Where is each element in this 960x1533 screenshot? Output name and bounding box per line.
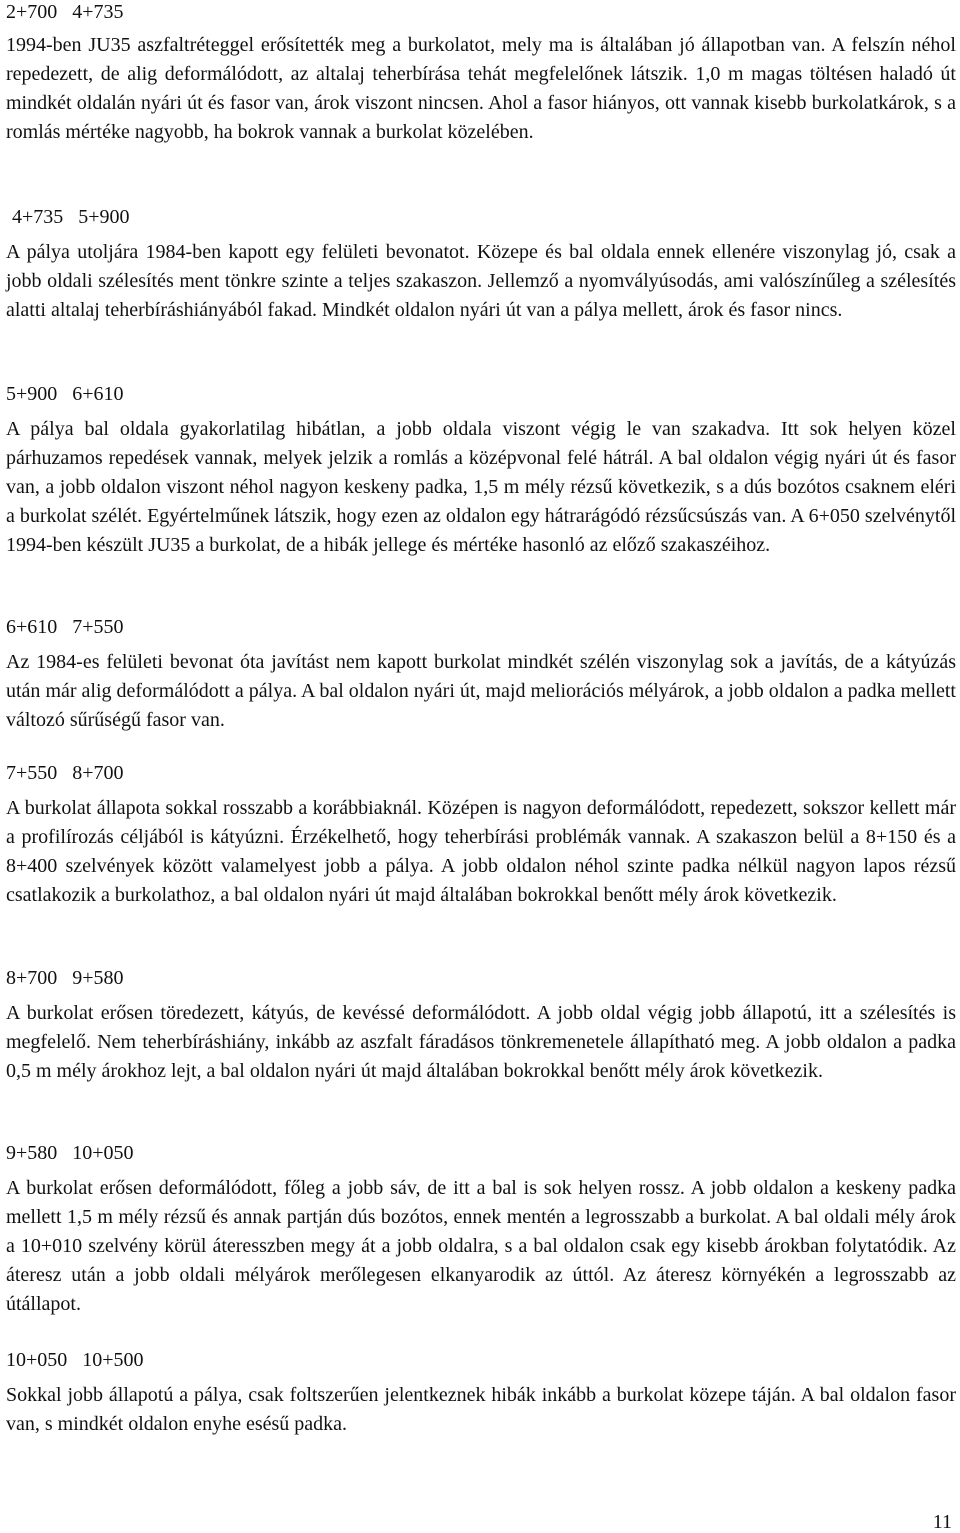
section-heading: 6+610 7+550 <box>6 616 124 638</box>
section-8700-9580 <box>6 964 956 1086</box>
section-heading: 8+700 9+580 <box>6 967 124 989</box>
section-9580-10050 <box>6 1139 956 1319</box>
section-heading: 10+050 10+500 <box>6 1349 144 1371</box>
section-heading: 2+700 4+735 <box>6 1 124 23</box>
section-paragraph: A pálya bal oldala gyakorlatilag hibátlan, a jobb oldala viszont végig le van szakadva. Itt sok helyen közel párhuzamos repedések vannak, melyek jelzik a romlás a középvonal felé hátrál. A bal oldalon végig nyári út és fasor van, a jobb oldalon viszont néhol nagyon keskeny padka, 1,5 m mély rézsű következik, s a dús bozótos csaknem eléri a burkolat szélét. Egyértelműnek látszik, hogy ezen az oldalon egy hátrarágódó rézsűcsúszás van. A 6+050 szelvénytől 1994-ben készült JU35 a burkolat, de a hibák jellege és mértéke hasonló az előző szakaszéihoz. <box>6 418 956 556</box>
section-heading: 7+550 8+700 <box>6 762 124 784</box>
section-paragraph: Sokkal jobb állapotú a pálya, csak foltszerűen jelentkeznek hibák inkább a burkolat közepe táján. A bal oldalon fasor van, s mindkét oldalon enyhe esésű padka. <box>6 1384 956 1435</box>
section-heading: 9+580 10+050 <box>6 1142 134 1164</box>
section-paragraph: A burkolat erősen deformálódott, főleg a jobb sáv, de itt a bal is sok helyen rossz. A jobb oldalon a keskeny padka mellett 1,5 m mély rézsű és annak partján dús bozótos, ennek mentén a legrosszabb a burkolat. A bal oldali mély árok a 10+010 szelvény körül áteresszben megy át a jobb oldalra, s a bal oldalon csak egy kisebb árokban folytatódik. Az áteresz után a jobb oldali mélyárok merőlegesen elkanyarodik az úttól. Az áteresz környékén a legrosszabb az útállapot. <box>6 1177 956 1315</box>
page-number: 11 <box>932 1511 952 1533</box>
section-10050-10500 <box>6 1346 956 1439</box>
section-paragraph: A pálya utoljára 1984-ben kapott egy felületi bevonatot. Közepe és bal oldala ennek ellenére viszonylag jó, csak a jobb oldali szélesítés ment tönkre szinte a teljes szakaszon. Jellemző a nyomvályúsodás, ami valószínűleg a szélesítés alatti altalaj teherbíráshiányából fakad. Mindkét oldalon nyári út van a pálya mellett, árok és fasor nincs. <box>6 241 956 321</box>
section-4735-5900 <box>6 203 956 325</box>
section-2700-4735 <box>6 0 956 147</box>
section-paragraph: A burkolat állapota sokkal rosszabb a korábbiaknál. Középen is nagyon deformálódott, repedezett, sokszor kellett már a profilírozás céljából is kátyúzni. Érzékelhető, hogy teherbírási problémák vannak. A szakaszon belül a 8+150 és a 8+400 szelvények között valamelyest jobb a pálya. A jobb oldalon néhol szinte padka nélkül nagyon lapos rézsű csatlakozik a burkolathoz, a bal oldalon nyári út majd általában bokrokkal benőtt mély árok következik. <box>6 797 956 906</box>
section-heading: 4+735 5+900 <box>12 206 130 228</box>
section-7550-8700 <box>6 759 956 910</box>
section-paragraph: 1994-ben JU35 aszfaltréteggel erősítették meg a burkolatot, mely ma is általában jó állapotban van. A felszín néhol repedezett, de alig deformálódott, az altalaj teherbírása tehát megfelelőnek látszik. 1,0 m magas töltésen haladó út mindkét oldalán nyári út és fasor van, árok viszont nincsen. Ahol a fasor hiányos, ott vannak kisebb burkolatkárok, s a romlás mértéke nagyobb, ha bokrok vannak a burkolat közelében. <box>6 34 956 143</box>
section-paragraph: A burkolat erősen töredezett, kátyús, de kevéssé deformálódott. A jobb oldal végig jobb állapotú, itt a szélesítés is megfelelő. Nem teherbíráshiány, inkább az aszfalt fáradásos tönkremenetele állapítható meg. A jobb oldalon a padka 0,5 m mély árokhoz lejt, a bal oldalon nyári út majd általában bokrokkal benőtt mély árok következik. <box>6 1002 956 1082</box>
section-heading: 5+900 6+610 <box>6 383 124 405</box>
section-5900-6610 <box>6 380 956 560</box>
section-paragraph: Az 1984-es felületi bevonat óta javítást nem kapott burkolat mindkét szélén viszonylag sok a javítás, de a kátyúzás után már alig deformálódott a pálya. A bal oldalon nyári út, majd meliorációs mélyárok, a jobb oldalon a padka mellett változó sűrűségű fasor van. <box>6 651 956 731</box>
section-6610-7550 <box>6 613 956 735</box>
